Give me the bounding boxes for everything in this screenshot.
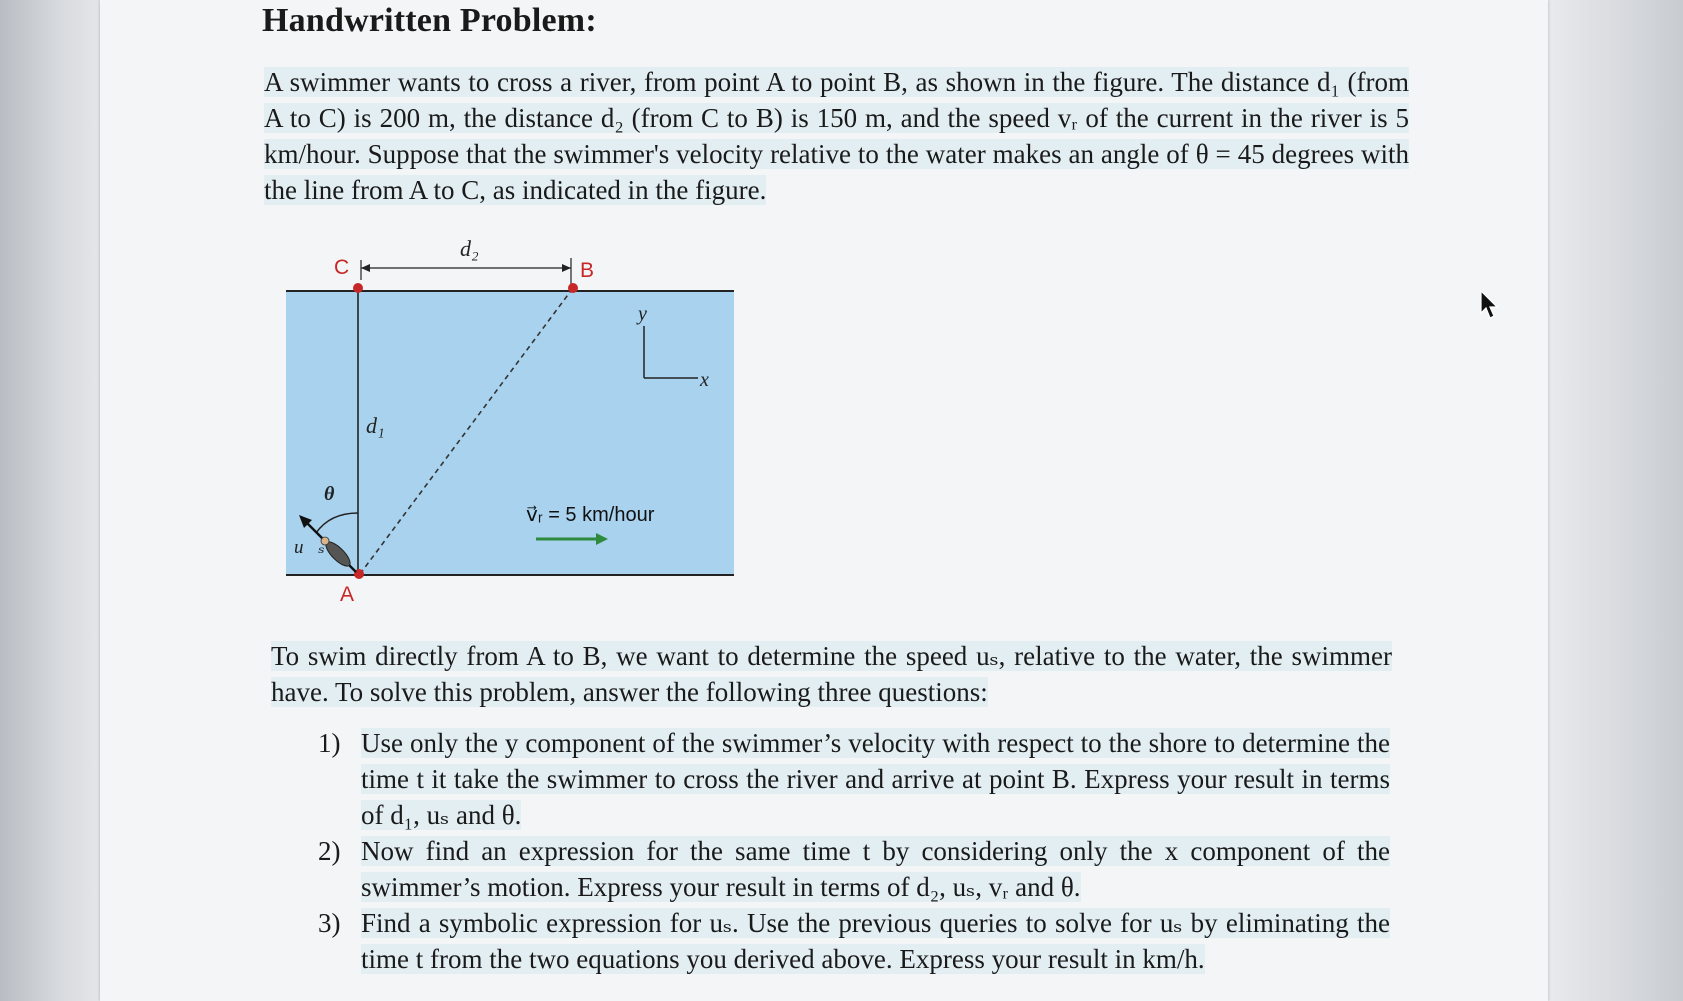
river-water: [286, 291, 734, 575]
label-d2: d₂: [460, 236, 479, 261]
mouse-pointer-icon: [1480, 290, 1500, 320]
axis-y-label: y: [638, 303, 647, 325]
monitor-bezel-right: [1548, 0, 1683, 1001]
question-number: 3): [318, 908, 341, 938]
label-c: C: [334, 256, 350, 279]
label-theta: θ: [324, 483, 335, 505]
label-us: u⃗ₛ: [294, 537, 325, 558]
question-text: Find a symbolic expression for uₛ. Use the previous queries to solve for uₛ by eliminating the time t from the two equations you derived above. Express your result in km/h.: [361, 908, 1390, 974]
problem-statement-text: A swimmer wants to cross a river, from point A to point B, as shown in the figure. The distance d₁ (from A to C) is 200 m, the distance d₂ (from C to B) is 150 m, and the speed vᵣ of the current in the river is 5 km/hour. Suppose that the swimmer's velocity relative to the water makes an angle of θ = 45 degrees with the line from A to C, as indicated in the figure.: [264, 67, 1409, 205]
label-b: B: [580, 259, 595, 282]
question-number: 2): [318, 836, 341, 866]
question-item: [310, 905, 1390, 977]
d2-arrow-right: [562, 264, 571, 272]
monitor-bezel-left: [0, 0, 100, 1001]
axis-x-label: x: [700, 369, 709, 391]
question-item: [310, 833, 1390, 905]
question-list: [310, 725, 1390, 977]
question-text: Now find an expression for the same time t by considering only the x component of the swimmer’s motion. Express your result in terms of d₂, uₛ, vᵣ and θ.: [361, 836, 1390, 902]
question-text: Use only the y component of the swimmer’s velocity with respect to the shore to determine the time t it take the swimmer to cross the river and arrive at point B. Express your result in terms of d₁, uₛ and θ.: [361, 728, 1390, 830]
question-number: 1): [318, 728, 341, 758]
current-speed-label: v⃗ᵣ = 5 km/hour: [526, 504, 655, 526]
d2-arrow-left: [361, 264, 370, 272]
point-b: [568, 283, 578, 293]
river-figure: [268, 228, 748, 618]
label-a: A: [340, 583, 355, 606]
label-d1: d₁: [366, 413, 385, 438]
problem-statement: [264, 64, 1409, 208]
task-paragraph: [271, 638, 1392, 710]
page-title: Handwritten Problem:: [262, 2, 597, 39]
point-c: [353, 283, 363, 293]
task-text: To swim directly from A to B, we want to determine the speed uₛ, relative to the water, the swimmer have. To solve this problem, answer the following three questions:: [271, 641, 1392, 707]
question-item: [310, 725, 1390, 833]
